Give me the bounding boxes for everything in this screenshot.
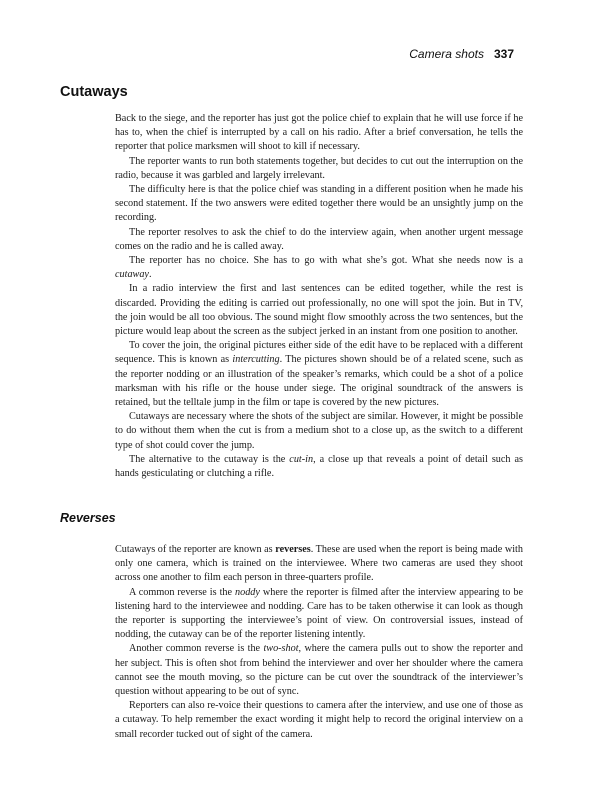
paragraph: The difficulty here is that the police chief was standing in a different position when he made his second statement. If the two answers were edited together there would be an unsightly jump on the recording. bbox=[115, 184, 523, 224]
section-heading-cutaways: Cutaways bbox=[60, 84, 128, 100]
paragraph: The reporter resolves to ask the chief to do the interview again, when another urgent message comes on the radio and he is called away. bbox=[115, 226, 523, 252]
reverses-body bbox=[115, 543, 523, 742]
paragraph: A common reverse is the noddy where the reporter is filmed after the interview appearing to be listening hard to the interviewee and nodding. Care has to be taken otherwise it can look as though the reporter is supporting the interviewee’s point of view. On controversial issues, instead of nodding, the cutaway can be of the reporter listening intently. bbox=[115, 586, 523, 641]
paragraph: To cover the join, the original pictures either side of the edit have to be replaced with a different sequence. This is known as intercutting. The pictures shown should be of a related scene, such as the reporter nodding or an illustration of the speaker’s remarks, which could be a shot of a police marksman with his rifle or the house under siege. The original soundtrack of the answers is retained, but the telltale jump in the film or tape is covered by the new pictures. bbox=[115, 340, 523, 409]
paragraph: Cutaways are necessary where the shots of the subject are similar. However, it might be possible to do without them when the cut is from a medium shot to a close up, as the switch to a different type of shot could cover the jump. bbox=[115, 411, 523, 451]
running-head bbox=[409, 47, 514, 61]
paragraph: In a radio interview the first and last sentences can be edited together, while the rest is discarded. Providing the editing is carried out professionally, no one will spot the join. But in TV, the join would be all too obvious. The sound might flow smoothly across the two sentences, but the picture would leap about the screen as the subject jerked in an instant from one position to another. bbox=[115, 283, 523, 338]
paragraph: The alternative to the cutaway is the cut-in, a close up that reveals a point of detail such as hands gesticulating or clutching a rifle. bbox=[115, 453, 523, 480]
paragraph: Back to the siege, and the reporter has just got the police chief to explain that he will use force if he has to, when the chief is interrupted by a call on his radio. After a brief conversation, he tells the reporter that police marksmen will shoot to kill if necessary. bbox=[115, 113, 523, 153]
term-noddy: noddy bbox=[235, 586, 260, 598]
term-intercutting: intercutting bbox=[232, 354, 280, 366]
term-reverses: reverses bbox=[275, 544, 311, 555]
cutaways-body bbox=[115, 112, 523, 481]
term-two-shot: two-shot bbox=[263, 643, 299, 655]
paragraph: Reporters can also re-voice their questions to camera after the interview, and use one of those as a cutaway. To help remember the exact wording it might help to record the original interview on a small recorder tucked out of sight of the camera. bbox=[115, 700, 523, 740]
subsection-heading-reverses: Reverses bbox=[60, 511, 116, 525]
paragraph: The reporter wants to run both statements together, but decides to cut out the interruption on the radio, because it was garbled and largely irrelevant. bbox=[115, 155, 523, 181]
paragraph: Another common reverse is the two-shot, where the camera pulls out to show the reporter and her subject. This is often shot from behind the interviewer and over her shoulder where the camera cannot see the mouth moving, so the picture can be cut over the soundtrack of the interviewer’s question without appearing to be out of sync. bbox=[115, 643, 523, 698]
paragraph: The reporter has no choice. She has to go with what she’s got. What she needs now is a cutaway. bbox=[115, 255, 523, 281]
page-number: 337 bbox=[493, 47, 514, 61]
running-title: Camera shots bbox=[409, 47, 484, 61]
paragraph: Cutaways of the reporter are known as reverses. These are used when the report is being made with only one camera, which is trained on the interviewee. Where two cameras are used they shoot across one another to film each person in three-quarters profile. bbox=[115, 544, 523, 584]
term-cutaway: cutaway bbox=[115, 269, 149, 281]
term-cut-in: cut-in bbox=[289, 453, 314, 465]
